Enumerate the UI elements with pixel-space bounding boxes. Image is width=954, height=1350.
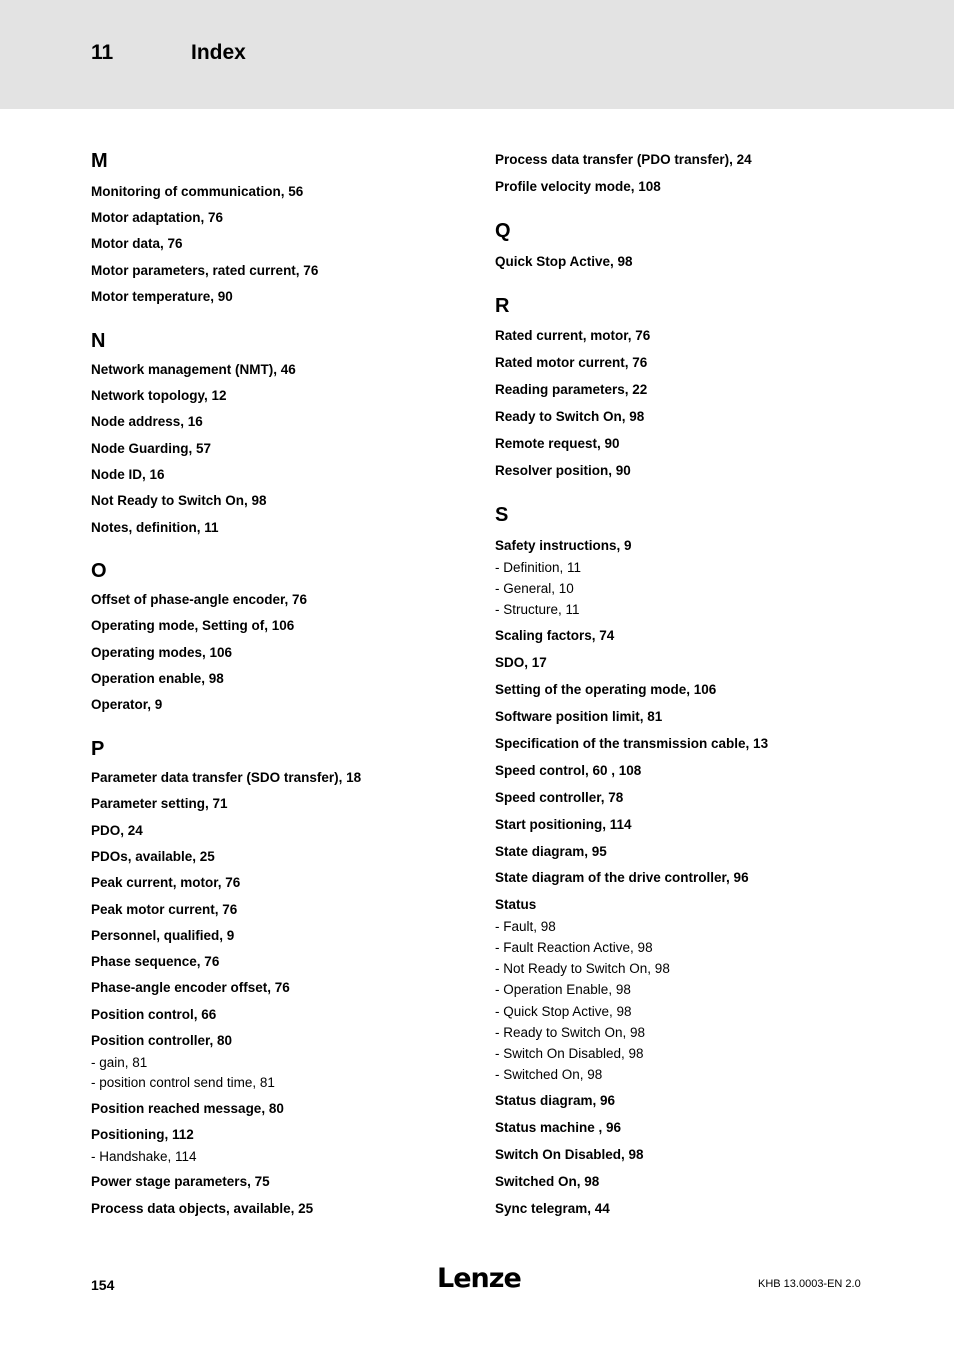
- index-entry: Remote request, 90: [495, 436, 620, 451]
- index-entry: Reading parameters, 22: [495, 382, 648, 397]
- index-entry: Start positioning, 114: [495, 817, 632, 832]
- index-entry: Notes, definition, 11: [91, 520, 219, 535]
- index-entry: Operator, 9: [91, 697, 163, 712]
- index-entry: Motor data, 76: [91, 236, 183, 251]
- index-entry: Network management (NMT), 46: [91, 362, 296, 377]
- index-entry: SDO, 17: [495, 655, 547, 670]
- index-entry: PDOs, available, 25: [91, 849, 215, 864]
- index-entry: Node Guarding, 57: [91, 441, 212, 456]
- index-entry: Quick Stop Active, 98: [495, 254, 633, 269]
- index-entry: Speed control, 60 , 108: [495, 763, 642, 778]
- page-number: 154: [91, 1277, 115, 1293]
- index-entry: Software position limit, 81: [495, 709, 663, 724]
- index-entry: Parameter data transfer (SDO transfer), 18: [91, 770, 362, 785]
- index-subentry: - General, 10: [495, 581, 574, 596]
- index-entry: Specification of the transmission cable, 13: [495, 736, 769, 751]
- index-entry: Motor parameters, rated current, 76: [91, 263, 319, 278]
- index-entry: Positioning, 112: [91, 1127, 194, 1142]
- index-entry: Profile velocity mode, 108: [495, 179, 661, 194]
- index-entry: Motor adaptation, 76: [91, 210, 224, 225]
- index-entry: Rated current, motor, 76: [495, 328, 651, 343]
- index-entry: Status: [495, 897, 537, 912]
- index-entry: Motor temperature, 90: [91, 289, 233, 304]
- index-entry: Monitoring of communication, 56: [91, 184, 304, 199]
- index-entry: PDO, 24: [91, 823, 143, 838]
- index-entry: Operation enable, 98: [91, 671, 224, 686]
- index-subentry: - Definition, 11: [495, 560, 582, 575]
- index-entry: Ready to Switch On, 98: [495, 409, 645, 424]
- index-subentry: - Switched On, 98: [495, 1067, 603, 1082]
- index-subentry: - position control send time, 81: [91, 1075, 275, 1090]
- index-entry: Node ID, 16: [91, 467, 165, 482]
- index-entry: Setting of the operating mode, 106: [495, 682, 717, 697]
- index-entry: Position controller, 80: [91, 1033, 233, 1048]
- index-subentry: - Operation Enable, 98: [495, 982, 631, 997]
- index-subentry: - Not Ready to Switch On, 98: [495, 961, 670, 976]
- index-entry: Operating modes, 106: [91, 645, 233, 660]
- index-entry: Status diagram, 96: [495, 1093, 616, 1108]
- index-entry: Network topology, 12: [91, 388, 227, 403]
- index-subentry: - Fault, 98: [495, 919, 556, 934]
- index-entry: Personnel, qualified, 9: [91, 928, 235, 943]
- index-entry: Status machine , 96: [495, 1120, 622, 1135]
- index-entry: Resolver position, 90: [495, 463, 631, 478]
- index-entry: Peak current, motor, 76: [91, 875, 241, 890]
- index-entry: Operating mode, Setting of, 106: [91, 618, 295, 633]
- index-subentry: - Fault Reaction Active, 98: [495, 940, 653, 955]
- index-entry: Process data transfer (PDO transfer), 24: [495, 152, 752, 167]
- index-letter-heading: N: [91, 330, 106, 352]
- chapter-title: Index: [191, 41, 246, 64]
- index-entry: Speed controller, 78: [495, 790, 624, 805]
- index-entry: Scaling factors, 74: [495, 628, 615, 643]
- index-letter-heading: P: [91, 738, 105, 760]
- index-letter-heading: Q: [495, 220, 511, 242]
- index-letter-heading: R: [495, 295, 510, 317]
- index-subentry: - Ready to Switch On, 98: [495, 1025, 646, 1040]
- index-entry: Phase-angle encoder offset, 76: [91, 980, 290, 995]
- index-entry: Power stage parameters, 75: [91, 1174, 270, 1189]
- index-subentry: - Structure, 11: [495, 602, 580, 617]
- index-entry: Position control, 66: [91, 1007, 217, 1022]
- index-entry: Process data objects, available, 25: [91, 1201, 314, 1216]
- index-entry: Position reached message, 80: [91, 1101, 284, 1116]
- index-entry: Safety instructions, 9: [495, 538, 632, 553]
- document-id: KHB 13.0003-EN 2.0: [758, 1278, 861, 1290]
- index-subentry: - gain, 81: [91, 1055, 148, 1070]
- index-entry: State diagram of the drive controller, 96: [495, 870, 749, 885]
- index-entry: Phase sequence, 76: [91, 954, 220, 969]
- index-entry: Switched On, 98: [495, 1174, 600, 1189]
- index-entry: State diagram, 95: [495, 844, 607, 859]
- index-entry: Switch On Disabled, 98: [495, 1147, 644, 1162]
- index-subentry: - Switch On Disabled, 98: [495, 1046, 644, 1061]
- index-entry: Sync telegram, 44: [495, 1201, 610, 1216]
- index-letter-heading: M: [91, 150, 108, 172]
- index-entry: Rated motor current, 76: [495, 355, 648, 370]
- index-entry: Parameter setting, 71: [91, 796, 228, 811]
- index-letter-heading: S: [495, 504, 509, 526]
- index-entry: Peak motor current, 76: [91, 902, 238, 917]
- page-header: [0, 0, 954, 109]
- index-entry: Not Ready to Switch On, 98: [91, 493, 267, 508]
- chapter-number: 11: [91, 41, 114, 64]
- index-subentry: - Handshake, 114: [91, 1149, 197, 1164]
- index-letter-heading: O: [91, 560, 107, 582]
- lenze-logo: Lenze: [437, 1263, 521, 1294]
- index-subentry: - Quick Stop Active, 98: [495, 1004, 632, 1019]
- index-entry: Offset of phase-angle encoder, 76: [91, 592, 308, 607]
- index-entry: Node address, 16: [91, 414, 203, 429]
